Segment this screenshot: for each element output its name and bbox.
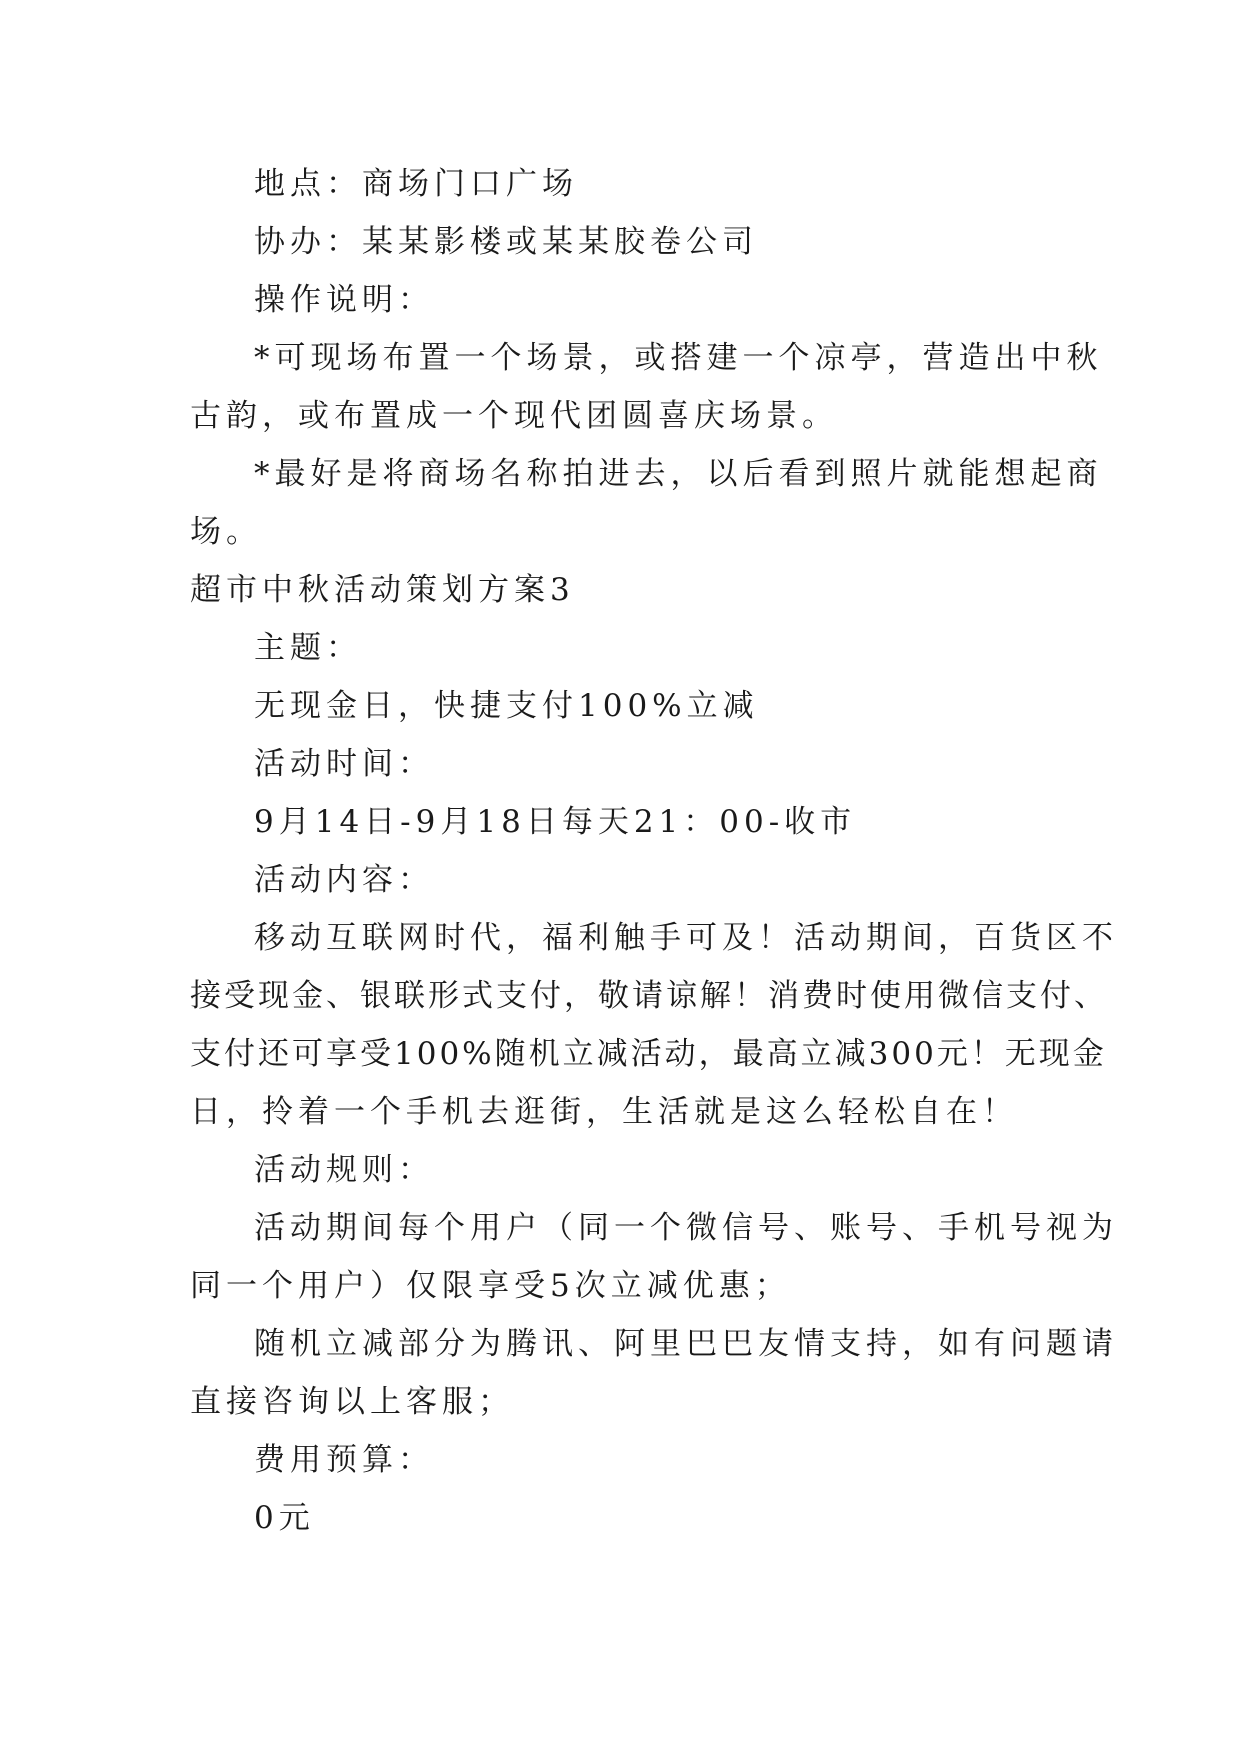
budget-heading: 费用预算： <box>254 1442 434 1478</box>
location-line: 地点：商场门口广场 <box>254 166 578 202</box>
section-title: 超市中秋活动策划方案3 <box>190 572 575 608</box>
theme-text: 无现金日，快捷支付100%立减 <box>254 688 759 724</box>
co-organizer-line: 协办：某某影楼或某某胶卷公司 <box>254 224 758 260</box>
instruction-2-line-1: *最好是将商场名称拍进去，以后看到照片就能想起商 <box>254 456 1103 492</box>
budget-value: 0元 <box>254 1500 315 1536</box>
content-line-4: 日，拎着一个手机去逛街，生活就是这么轻松自在！ <box>190 1094 1018 1130</box>
content-line-1: 移动互联网时代，福利触手可及！活动期间，百货区不 <box>254 920 1118 956</box>
rules-line-1: 活动期间每个用户（同一个微信号、账号、手机号视为 <box>254 1210 1118 1246</box>
rules-heading: 活动规则： <box>254 1152 434 1188</box>
content-heading: 活动内容： <box>254 862 434 898</box>
time-text: 9月14日-9月18日每天21：00-收市 <box>254 804 857 840</box>
instructions-heading: 操作说明： <box>254 282 434 318</box>
content-line-2: 接受现金、银联形式支付，敬请谅解！消费时使用微信支付、 <box>190 978 1108 1014</box>
content-line-3: 支付还可享受100%随机立减活动，最高立减300元！无现金 <box>190 1036 1107 1072</box>
theme-heading: 主题： <box>254 630 362 666</box>
instruction-2-line-2: 场。 <box>190 514 262 550</box>
time-heading: 活动时间： <box>254 746 434 782</box>
rules-line-3: 随机立减部分为腾讯、阿里巴巴友情支持，如有问题请 <box>254 1326 1118 1362</box>
rules-line-4: 直接咨询以上客服； <box>190 1384 514 1420</box>
rules-line-2: 同一个用户）仅限享受5次立减优惠； <box>190 1268 791 1304</box>
instruction-1-line-2: 古韵，或布置成一个现代团圆喜庆场景。 <box>190 398 838 434</box>
instruction-1-line-1: *可现场布置一个场景，或搭建一个凉亭，营造出中秋 <box>254 340 1103 376</box>
